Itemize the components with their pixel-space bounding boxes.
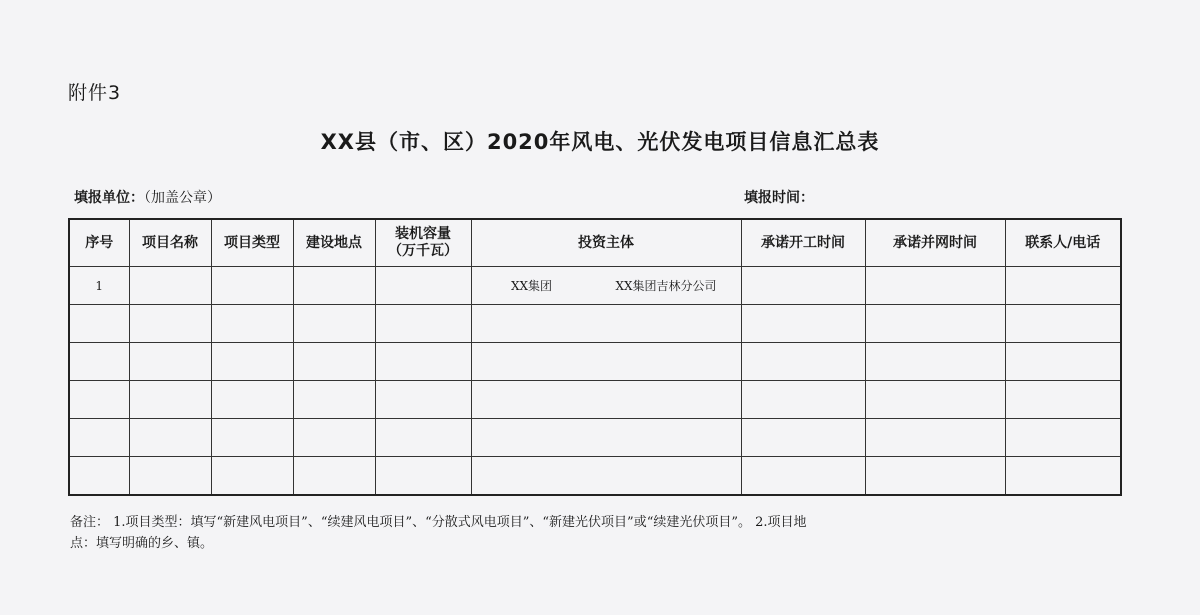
cell [211, 419, 293, 457]
header-contact: 联系人/电话 [1005, 219, 1121, 267]
cell [211, 343, 293, 381]
cell [69, 305, 129, 343]
notes [70, 512, 1130, 554]
cell [375, 457, 471, 496]
header-investor: 投资主体 [471, 219, 741, 267]
cell [69, 343, 129, 381]
cell [1005, 457, 1121, 496]
cell [471, 343, 741, 381]
cell [471, 305, 741, 343]
header-capacity-line1: 装机容量 [395, 226, 451, 242]
table-row [69, 305, 1121, 343]
table-row [69, 343, 1121, 381]
cell [471, 457, 741, 496]
cell-grid-time [865, 267, 1005, 305]
cell [865, 305, 1005, 343]
cell [375, 419, 471, 457]
header-project-type: 项目类型 [211, 219, 293, 267]
cell [129, 343, 211, 381]
reporting-time-label: 填报时间： [744, 190, 814, 206]
cell [1005, 305, 1121, 343]
cell [69, 457, 129, 496]
cell [865, 343, 1005, 381]
cell [129, 457, 211, 496]
header-seq: 序号 [69, 219, 129, 267]
cell [293, 305, 375, 343]
cell-project-type [211, 267, 293, 305]
cell [69, 419, 129, 457]
header-capacity-unit: （万千瓦） [388, 243, 458, 259]
cell [69, 381, 129, 419]
cell [375, 343, 471, 381]
header-capacity [375, 219, 471, 267]
cell [741, 457, 865, 496]
cell [1005, 343, 1121, 381]
notes-line-1: 备注： 1.项目类型：填写“新建风电项目”、“续建风电项目”、“分散式风电项目”、“新建光伏项目”或“续建光伏项目”。 2.项目地 [70, 515, 807, 530]
cell [375, 305, 471, 343]
investor-branch: XX集团吉林分公司 [615, 279, 717, 293]
cell [865, 419, 1005, 457]
cell [741, 381, 865, 419]
cell [129, 381, 211, 419]
cell [293, 457, 375, 496]
cell-contact [1005, 267, 1121, 305]
cell-location [293, 267, 375, 305]
reporting-unit-note: （加盖公章） [144, 190, 221, 206]
table-row [69, 457, 1121, 496]
summary-table [68, 218, 1122, 496]
cell [1005, 381, 1121, 419]
cell [471, 419, 741, 457]
page-title: XX县（市、区）2020年风电、光伏发电项目信息汇总表 [320, 130, 880, 154]
cell [741, 419, 865, 457]
cell [375, 381, 471, 419]
cell-investor [471, 267, 741, 305]
cell [293, 343, 375, 381]
header-grid-time: 承诺并网时间 [865, 219, 1005, 267]
header-project-name: 项目名称 [129, 219, 211, 267]
notes-line-2: 点：填写明确的乡、镇。 [70, 536, 214, 551]
cell-capacity [375, 267, 471, 305]
reporting-unit-label: 填报单位： [74, 190, 144, 206]
cell [1005, 419, 1121, 457]
cell [865, 457, 1005, 496]
cell [741, 305, 865, 343]
cell [211, 305, 293, 343]
cell-project-name [129, 267, 211, 305]
investor-pair [472, 267, 741, 304]
cell [865, 381, 1005, 419]
table-row [69, 419, 1121, 457]
cell [471, 381, 741, 419]
reporting-unit [74, 187, 221, 207]
header-location: 建设地点 [293, 219, 375, 267]
cell [211, 457, 293, 496]
table-row [69, 267, 1121, 305]
cell [293, 419, 375, 457]
cell [211, 381, 293, 419]
cell [293, 381, 375, 419]
cell-start-time [741, 267, 865, 305]
cell-seq: 1 [69, 267, 129, 305]
investor-group: XX集团 [510, 279, 553, 293]
attachment-label: 附件3 [68, 82, 122, 104]
header-row [69, 219, 1121, 267]
cell [129, 419, 211, 457]
table-row [69, 381, 1121, 419]
header-start-time: 承诺开工时间 [741, 219, 865, 267]
cell [741, 343, 865, 381]
cell [129, 305, 211, 343]
